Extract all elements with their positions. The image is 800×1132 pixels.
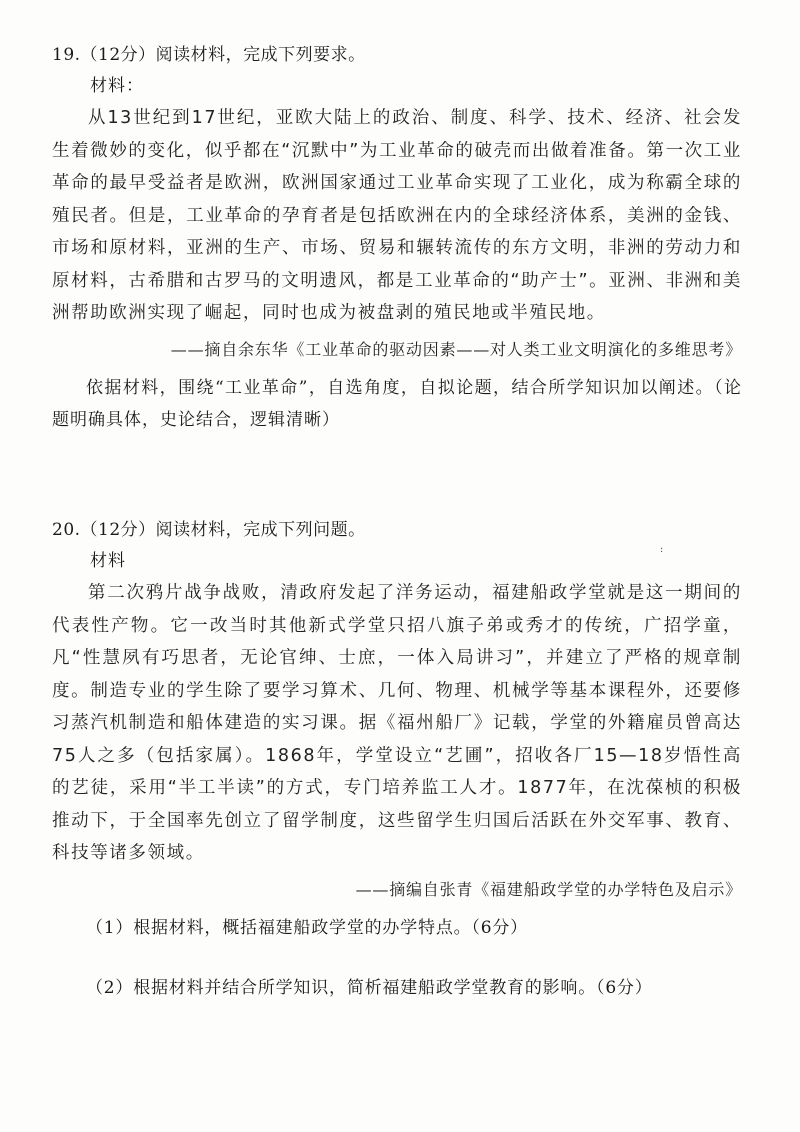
- question-19: [52, 40, 742, 436]
- question-19-prompt: 依据材料，围绕“工业革命”，自选角度，自拟论题，结合所学知识加以阐述。（论题明确具体，史论结合，逻辑清晰）: [52, 377, 742, 430]
- question-20-heading: 20.（12分）阅读材料，完成下列问题。: [52, 520, 366, 540]
- question-20-material-text: 第二次鸦片战争战败，清政府发起了洋务运动，福建船政学堂就是这一期间的代表性产物。它一改当时其他新式学堂只招八旗子弟或秀才的传统，广招学童，凡“性慧夙有巧思者，无论官绅、士庶，一体入局讲习”，并建立了严格的规章制度。制造专业的学生除了要学习算术、几何、物理、机械学等基本课程外，还要修习蒸汽机制造和船体建造的实习课。据《福州船厂》记载，学堂的外籍雇员曾高达75人之多（包括家属）。1868年，学堂设立“艺圃”，招收各厂15—18岁悟性高的艺徒，采用“半工半读”的方式，专门培养监工人才。1877年，在沈葆桢的积极推动下，于全国率先创立了留学制度，这些留学生归国后活跃在外交军事、教育、科技等诸多领域。: [52, 583, 742, 863]
- question-19-material-text: 从13世纪到17世纪，亚欧大陆上的政治、制度、科学、技术、经济、社会发生着微妙的变化，似乎都在“沉默中”为工业革命的破壳而出做着准备。第一次工业革命的最早受益者是欧洲，欧洲国家通过工业革命实现了工业化，成为称霸全球的殖民者。但是，工业革命的孕育者是包括欧洲在内的全球经济体系，美洲的金钱、市场和原材料，亚洲的生产、市场、贸易和辗转流传的东方文明，非洲的劳动力和原材料，古希腊和古罗马的文明遗风，都是工业革命的“助产士”。亚洲、非洲和美洲帮助欧洲实现了崛起，同时也成为被盘剥的殖民地或半殖民地。: [52, 108, 742, 323]
- question-20-source: ——摘编自张青《福建船政学堂的办学特色及启示》: [355, 879, 742, 899]
- scan-speck: · ·: [660, 544, 664, 558]
- question-20: [52, 515, 742, 1004]
- question-20-subquestion-1: （1）根据材料，概括福建船政学堂的办学特点。（6分）: [86, 917, 528, 938]
- question-19-heading: 19.（12分）阅读材料，完成下列要求。: [52, 45, 366, 65]
- question-20-subquestion-2: （2）根据材料并结合所学知识，简析福建船政学堂教育的影响。（6分）: [86, 977, 653, 998]
- question-19-material-label: 材料：: [90, 76, 144, 96]
- question-19-source: ——摘自余东华《工业革命的驱动因素——对人类工业文明演化的多维思考》: [170, 339, 742, 359]
- question-20-material-label: 材料: [90, 551, 126, 571]
